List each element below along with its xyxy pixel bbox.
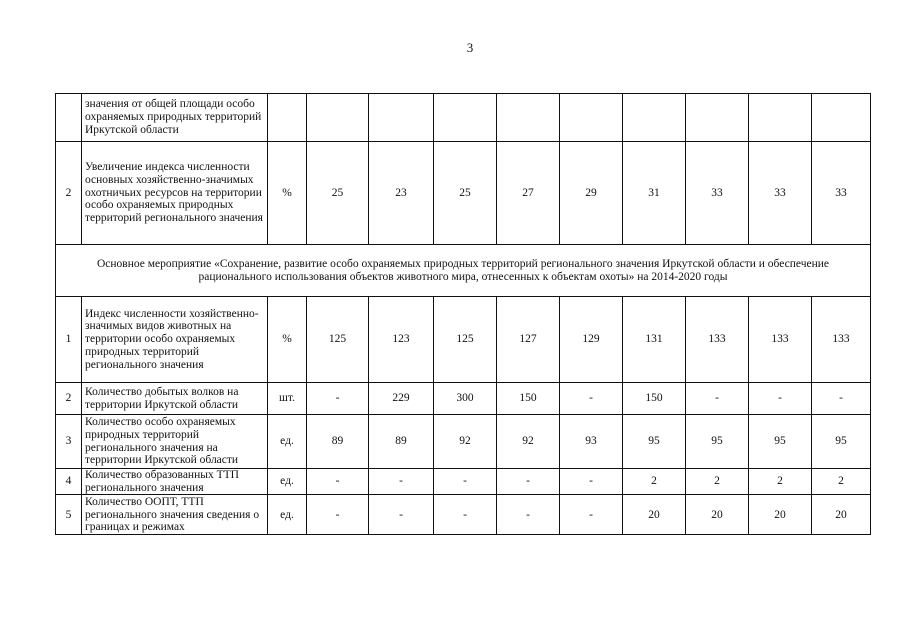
value-cell: - xyxy=(434,469,497,495)
unit-cell: ед. xyxy=(268,469,307,495)
row-number: 4 xyxy=(56,469,82,495)
value-cell: - xyxy=(560,383,623,415)
value-cell: - xyxy=(369,495,434,535)
table-row xyxy=(56,297,871,383)
table-row xyxy=(56,415,871,469)
value-cell: 29 xyxy=(560,142,623,245)
unit-cell: % xyxy=(268,142,307,245)
value-cell xyxy=(686,94,749,142)
value-cell: 133 xyxy=(749,297,812,383)
value-cell xyxy=(749,94,812,142)
indicator-name: Количество добытых волков на территории Иркутской области xyxy=(82,383,268,415)
value-cell: 23 xyxy=(369,142,434,245)
value-cell: 125 xyxy=(434,297,497,383)
section-title: Основное мероприятие «Сохранение, развитие особо охраняемых природных территорий регионального значения Иркутской области и обеспечение рационального использования объектов животного мира, отнесенных к объектам охоты» на 2014-2020 годы xyxy=(56,245,871,297)
value-cell: - xyxy=(369,469,434,495)
value-cell: - xyxy=(307,383,369,415)
value-cell: 129 xyxy=(560,297,623,383)
table-row xyxy=(56,495,871,535)
value-cell: 20 xyxy=(686,495,749,535)
value-cell: - xyxy=(560,469,623,495)
value-cell xyxy=(623,94,686,142)
value-cell xyxy=(812,94,871,142)
row-number: 3 xyxy=(56,415,82,469)
table-row xyxy=(56,94,871,142)
row-number: 2 xyxy=(56,383,82,415)
value-cell: 95 xyxy=(686,415,749,469)
value-cell: 133 xyxy=(812,297,871,383)
unit-cell xyxy=(268,94,307,142)
value-cell: 2 xyxy=(749,469,812,495)
indicator-name: Количество образованных ТТП регионального значения xyxy=(82,469,268,495)
value-cell: 2 xyxy=(686,469,749,495)
row-number: 5 xyxy=(56,495,82,535)
indicator-name: Количество ООПТ, ТТП регионального значения сведения о границах и режимах xyxy=(82,495,268,535)
row-number xyxy=(56,94,82,142)
value-cell xyxy=(369,94,434,142)
value-cell: 92 xyxy=(434,415,497,469)
table-row xyxy=(56,142,871,245)
unit-cell: ед. xyxy=(268,495,307,535)
value-cell xyxy=(497,94,560,142)
unit-cell: ед. xyxy=(268,415,307,469)
value-cell: 95 xyxy=(749,415,812,469)
value-cell: 95 xyxy=(623,415,686,469)
value-cell xyxy=(560,94,623,142)
value-cell: - xyxy=(497,495,560,535)
indicator-name: Индекс численности хозяйственно-значимых видов животных на территории особо охраняемых природных территорий регионального значения xyxy=(82,297,268,383)
value-cell: 131 xyxy=(623,297,686,383)
table-body xyxy=(56,94,871,535)
value-cell: 95 xyxy=(812,415,871,469)
indicators-table xyxy=(55,93,871,535)
value-cell: 93 xyxy=(560,415,623,469)
value-cell: 2 xyxy=(812,469,871,495)
value-cell: 20 xyxy=(623,495,686,535)
value-cell: 300 xyxy=(434,383,497,415)
value-cell: 33 xyxy=(686,142,749,245)
indicator-name: Увеличение индекса численности основных хозяйственно-значимых охотничьих ресурсов на территории особо охраняемых природных территорий регионального значения xyxy=(82,142,268,245)
value-cell: 229 xyxy=(369,383,434,415)
value-cell: - xyxy=(749,383,812,415)
value-cell: 123 xyxy=(369,297,434,383)
unit-cell: шт. xyxy=(268,383,307,415)
value-cell: 31 xyxy=(623,142,686,245)
row-number: 1 xyxy=(56,297,82,383)
value-cell: 2 xyxy=(623,469,686,495)
value-cell: 20 xyxy=(812,495,871,535)
value-cell: 125 xyxy=(307,297,369,383)
value-cell: 25 xyxy=(434,142,497,245)
value-cell xyxy=(434,94,497,142)
value-cell: - xyxy=(497,469,560,495)
value-cell: 33 xyxy=(749,142,812,245)
value-cell: 150 xyxy=(497,383,560,415)
unit-cell: % xyxy=(268,297,307,383)
indicator-name: значения от общей площади особо охраняемых природных территорий Иркутской области xyxy=(82,94,268,142)
value-cell: 89 xyxy=(369,415,434,469)
section-header-row xyxy=(56,245,871,297)
value-cell: 92 xyxy=(497,415,560,469)
value-cell: - xyxy=(686,383,749,415)
value-cell: - xyxy=(560,495,623,535)
page-number: 3 xyxy=(466,40,474,55)
indicator-name: Количество особо охраняемых природных территорий регионального значения на территории Иркутской области xyxy=(82,415,268,469)
value-cell: 20 xyxy=(749,495,812,535)
table-row xyxy=(56,383,871,415)
value-cell: 133 xyxy=(686,297,749,383)
value-cell: 25 xyxy=(307,142,369,245)
value-cell: - xyxy=(307,495,369,535)
value-cell xyxy=(307,94,369,142)
value-cell: - xyxy=(307,469,369,495)
row-number: 2 xyxy=(56,142,82,245)
value-cell: 27 xyxy=(497,142,560,245)
value-cell: - xyxy=(434,495,497,535)
value-cell: 89 xyxy=(307,415,369,469)
value-cell: 33 xyxy=(812,142,871,245)
table-row xyxy=(56,469,871,495)
value-cell: 127 xyxy=(497,297,560,383)
value-cell: - xyxy=(812,383,871,415)
value-cell: 150 xyxy=(623,383,686,415)
